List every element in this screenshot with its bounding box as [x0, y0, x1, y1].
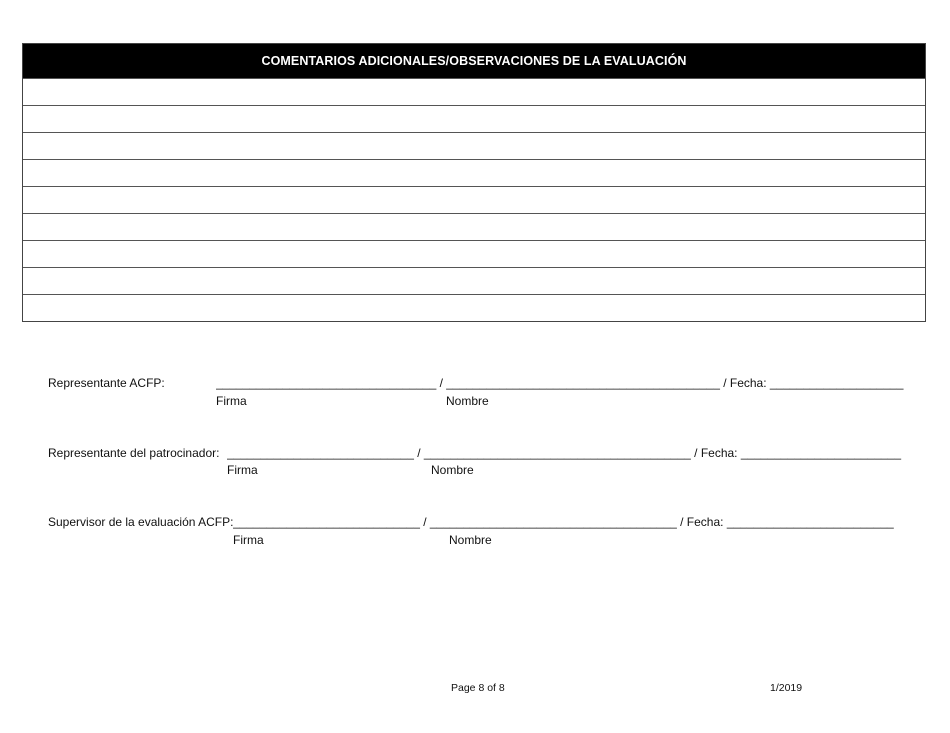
- evaluation-supervisor-firma-caption: Firma: [233, 533, 264, 547]
- comment-row[interactable]: [23, 159, 925, 186]
- sponsor-representative-firma-caption: Firma: [227, 463, 258, 477]
- evaluation-supervisor-label: Supervisor de la evaluación ACFP:: [48, 515, 234, 529]
- evaluation-supervisor-nombre-caption: Nombre: [449, 533, 492, 547]
- comment-row[interactable]: [23, 213, 925, 240]
- sponsor-representative-label: Representante del patrocinador:: [48, 446, 220, 460]
- acfp-representative-firma-caption: Firma: [216, 394, 247, 408]
- comment-row[interactable]: [23, 132, 925, 159]
- acfp-representative-label: Representante ACFP:: [48, 376, 165, 390]
- comment-row[interactable]: [23, 78, 925, 105]
- comments-table: [22, 43, 926, 322]
- page-number: Page 8 of 8: [451, 682, 505, 694]
- sponsor-representative-nombre-caption: Nombre: [431, 463, 474, 477]
- sponsor-representative-signature-line[interactable]: ____________________________ / ________________________________________ / Fecha: ________________________: [227, 446, 902, 460]
- evaluation-supervisor-signature-line[interactable]: ____________________________ / _____________________________________ / Fecha: _________________________: [233, 515, 894, 529]
- comment-row[interactable]: [23, 186, 925, 213]
- acfp-representative-signature-line[interactable]: _________________________________ / _________________________________________ / Fecha: ____________________: [216, 376, 904, 390]
- revision-date: 1/2019: [770, 682, 803, 694]
- comment-row[interactable]: [23, 267, 925, 294]
- comment-row[interactable]: [23, 294, 925, 321]
- comments-header: COMENTARIOS ADICIONALES/OBSERVACIONES DE LA EVALUACIÓN: [23, 44, 925, 78]
- acfp-representative-nombre-caption: Nombre: [446, 394, 489, 408]
- comment-row[interactable]: [23, 105, 925, 132]
- comment-row[interactable]: [23, 240, 925, 267]
